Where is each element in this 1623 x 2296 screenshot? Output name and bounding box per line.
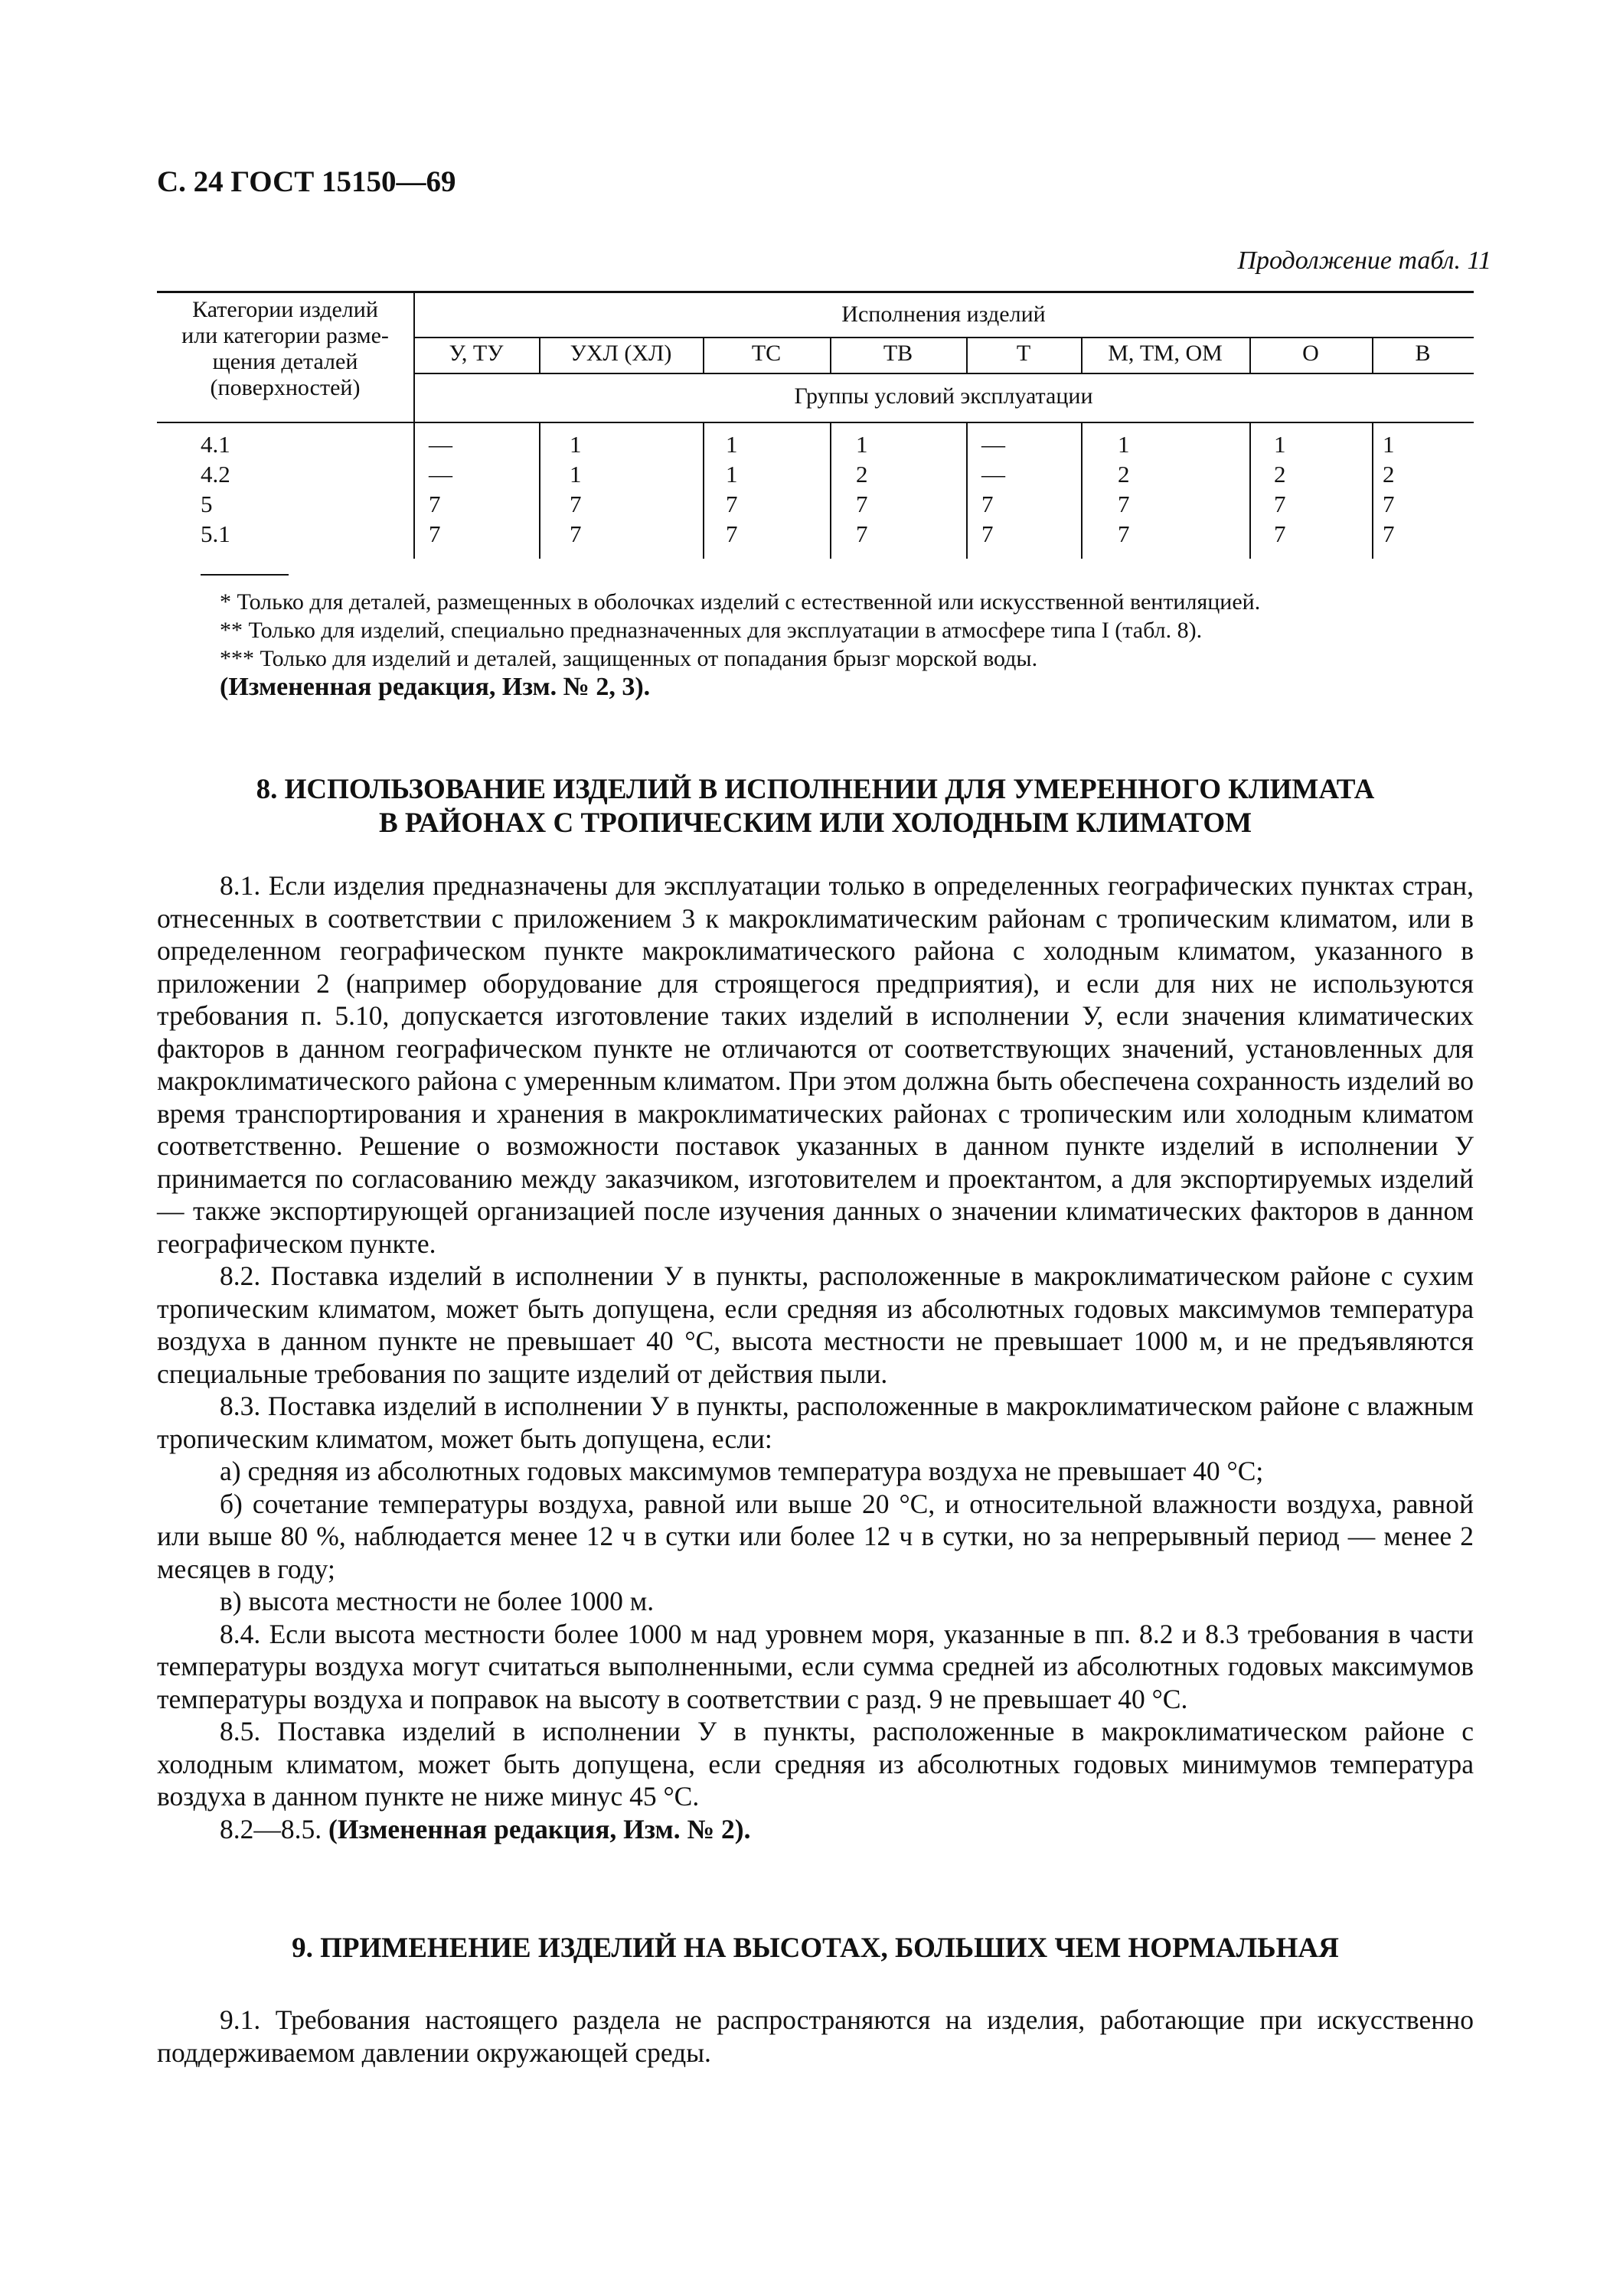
footnotes	[157, 588, 1474, 701]
row-label: 4.2	[201, 461, 230, 488]
section-9-body	[157, 2004, 1474, 2069]
stub-header-line: или категории разме-	[181, 323, 389, 348]
table-cell: 7	[981, 520, 994, 547]
stub-header-line: (поверхностей)	[210, 375, 361, 400]
column-header: М, ТМ, ОМ	[1108, 341, 1223, 366]
column-header: Т	[1016, 341, 1031, 366]
row-label: 4.1	[201, 431, 230, 458]
table-cell: 7	[981, 491, 994, 517]
amendment-note: (Измененная редакция, Изм. № 2, 3).	[220, 673, 651, 701]
paragraph-8-3: 8.3. Поставка изделий в исполнении У в пункты, расположенные в макроклиматическом районе с влажным тропическим климатом, может быть допущена, если:	[157, 1391, 1474, 1454]
list-item-a: а) средняя из абсолютных годовых максимумов температура воздуха не превышает 40 °С;	[220, 1456, 1264, 1486]
table-cell: 7	[1118, 491, 1130, 517]
section-8-body	[157, 869, 1474, 1845]
section-9-title: 9. ПРИМЕНЕНИЕ ИЗДЕЛИЙ НА ВЫСОТАХ, БОЛЬШИХ ЧЕМ НОРМАЛЬНАЯ	[292, 1932, 1339, 1964]
table-cell: —	[981, 431, 1005, 458]
group-header: Исполнения изделий	[841, 302, 1046, 327]
table-cell: 1	[1274, 431, 1286, 458]
section-title-line: 8. ИСПОЛЬЗОВАНИЕ ИЗДЕЛИЙ В ИСПОЛНЕНИИ ДЛЯ УМЕРЕННОГО КЛИМАТА	[256, 774, 1375, 805]
table-cell: 7	[1383, 491, 1395, 517]
stub-header-line: щения деталей	[212, 349, 358, 374]
table-cell: —	[429, 431, 452, 458]
column-header: УХЛ (ХЛ)	[570, 341, 672, 366]
table-cell: 1	[726, 431, 738, 458]
table-cell: 1	[1118, 431, 1130, 458]
page-header: С. 24 ГОСТ 15150—69	[157, 165, 456, 198]
table-cell: 1	[570, 431, 582, 458]
table-cell: 7	[429, 491, 441, 517]
stub-header-line: Категории изделий	[192, 297, 378, 322]
table-cell: 7	[1274, 491, 1286, 517]
paragraph-9-1: 9.1. Требования настоящего раздела не распространяются на изделия, работающие при искусственно поддерживаемом давлении окружающей среды.	[157, 2004, 1474, 2068]
column-header: ТС	[751, 341, 782, 366]
footnote-divider	[201, 574, 289, 576]
list-item-c: в) высота местности не более 1000 м.	[220, 1586, 655, 1616]
column-header: ТВ	[883, 341, 913, 366]
table-cell: 7	[856, 520, 868, 547]
section-title-line: В РАЙОНАХ С ТРОПИЧЕСКИМ ИЛИ ХОЛОДНЫМ КЛИМАТОМ	[378, 807, 1252, 839]
row-label: 5	[201, 491, 213, 517]
table-cell: 7	[429, 520, 441, 547]
amendment-line	[157, 1813, 1474, 1846]
paragraph-8-2: 8.2. Поставка изделий в исполнении У в пункты, расположенные в макроклиматическом районе с сухим тропическим климатом, может быть допущена, если средняя из абсолютных годовых максимумов температура воздуха в данном пункте не превышает 40 °С, высота местности не превышает 1000 м, и не предъявляются специальные требования по защите изделий от действия пыли.	[157, 1261, 1474, 1389]
row-label: 5.1	[201, 520, 230, 547]
table-cell: 2	[1383, 461, 1395, 488]
sub-header: Группы условий эксплуатации	[794, 383, 1093, 409]
section-8-title	[157, 773, 1474, 840]
table-cell: 2	[1118, 461, 1130, 488]
column-header: У, ТУ	[449, 341, 504, 366]
table-cell: 1	[856, 431, 868, 458]
table-cell: —	[981, 461, 1005, 488]
footnote: ** Только для изделий, специально предназначенных для эксплуатации в атмосфере типа I (табл. 8).	[220, 618, 1203, 643]
table-cell: 1	[1383, 431, 1395, 458]
list-item-b: б) сочетание температуры воздуха, равной или выше 20 °С, и относительной влажности воздуха, равной или выше 80 %, наблюдается менее 12 ч в сутки или более 12 ч в сутки, но за непрерывный период — менее 2 месяцев в году;	[157, 1488, 1474, 1584]
table-cell: 2	[856, 461, 868, 488]
column-header: О	[1302, 341, 1319, 366]
table-cell: 7	[726, 520, 738, 547]
table-cell: 7	[726, 491, 738, 517]
table-cell: 7	[570, 491, 582, 517]
amendment-prefix: 8.2—8.5.	[220, 1813, 322, 1844]
table-cell: 1	[570, 461, 582, 488]
footnote: *** Только для изделий и деталей, защищенных от попадания брызг морской воды.	[220, 646, 1038, 671]
table-caption: Продолжение табл. 11	[1237, 246, 1491, 275]
table-cell: —	[429, 461, 452, 488]
table-cell: 7	[570, 520, 582, 547]
table-stub-header	[157, 297, 413, 401]
table-cell: 7	[856, 491, 868, 517]
table-cell: 7	[1274, 520, 1286, 547]
table-cell: 2	[1274, 461, 1286, 488]
amendment-text: (Измененная редакция, Изм. № 2).	[328, 1813, 751, 1844]
footnote: * Только для деталей, размещенных в оболочках изделий с естественной или искусственной вентиляцией.	[220, 589, 1261, 615]
paragraph-8-4: 8.4. Если высота местности более 1000 м над уровнем моря, указанные в пп. 8.2 и 8.3 требования в части температуры воздуха могут считаться выполненными, если сумма средней из абсолютных годовых максимумов температуры воздуха и поправок на высоту в соответствии с разд. 9 не превышает 40 °С.	[157, 1618, 1474, 1714]
table-cell: 1	[726, 461, 738, 488]
table-cell: 7	[1383, 520, 1395, 547]
paragraph-8-1: 8.1. Если изделия предназначены для эксплуатации только в определенных географических пунктах стран, отнесенных в соответствии с приложением 3 к макроклиматическим районам с тропическим климатом, или в определенном географическом пункте макроклиматического района с холодным климатом, указанного в приложении 2 (например оборудование для строящегося предприятия), и если для них не используются требования п. 5.10, допускается изготовление таких изделий в исполнении У, если значения климатических факторов в данном географическом пункте не отличаются от соответствующих значений, установленных для макроклиматического района с умеренным климатом. При этом должна быть обеспечена сохранность изделий во время транспортирования и хранения в макроклиматических районах с тропическим или холодным климатом соответственно. Решение о возможности поставок указанных в данном пункте изделий в исполнении У принимается по согласованию между заказчиком, изготовителем и проектантом, а для экспортируемых изделий — также экспортирующей организацией после изучения данных о значении климатических факторов в данном географическом пункте.	[157, 870, 1474, 1259]
column-header: В	[1415, 341, 1431, 366]
paragraph-8-5: 8.5. Поставка изделий в исполнении У в пункты, расположенные в макроклиматическом районе с холодным климатом, может быть допущена, если средняя из абсолютных годовых минимумов температура воздуха в данном пункте не ниже минус 45 °С.	[157, 1716, 1474, 1812]
table-cell: 7	[1118, 520, 1130, 547]
